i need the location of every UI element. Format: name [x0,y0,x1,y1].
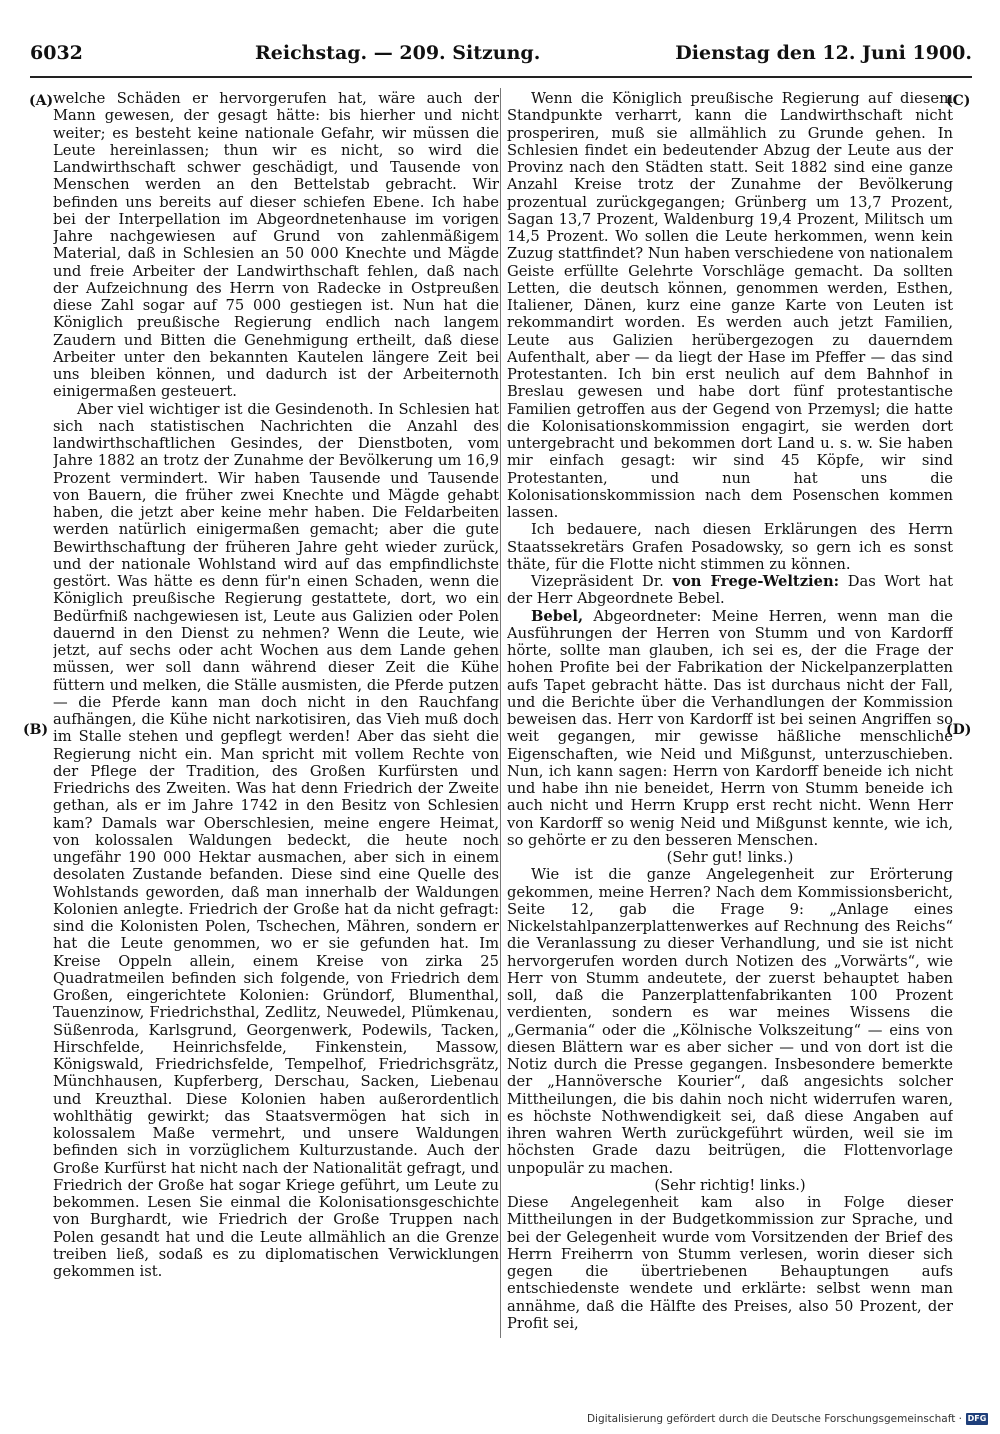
credit-text: Digitalisierung gefördert durch die Deutsche Forschungsgemeinschaft · [586,1413,962,1425]
speaker-name-bebel: Bebel, [531,607,584,625]
vicepresident-role: Vizepräsident Dr. [531,573,664,590]
right-paragraph-1: Wenn die Königlich preußische Regierung auf diesem Standpunkte verharrt, kann die Landwirthschaft nicht prosperiren, muß sie allmählich zu Grunde gehen. In Schlesien findet ein bedeutender Abzug der Leute aus der Provinz nach den Städten statt. Seit 1882 sind eine ganze Anzahl Kreise trotz der Zunahme der Bevölkerung prozentual zurückgegangen; Grünberg um 13,7 Prozent, Sagan 13,7 Prozent, Waldenburg 19,4 Prozent, Militsch um 14,5 Prozent. Wo sollen die Leute herkommen, wenn kein Zuzug stattfindet? Nun haben verschiedene von nationalem Geiste erfüllte Gelehrte Vorschläge gemacht. Da sollten Letten, die deutsch können, genommen werden, Esthen, Italiener, Dänen, kurz eine ganze Karte von Leuten ist rekommandirt worden. Es werden auch jetzt Familien, Leute aus Galizien herübergezogen zu dauerndem Aufenthalt, aber — da liegt der Hase im Pfeffer — das sind Protestanten. Ich bin erst neulich auf dem Bahnhof in Breslau gewesen und habe dort fünf protestantische Familien getroffen aus der Gegend von Przemysl; die hatte die Kolonisationskommission engagirt, sie werden dort untergebracht und bekommen dort Land u. s. w. Sie haben mir einfach gesagt: wir sind 45 Köpfe, wir sind Protestanten, und nun hat uns die Kolonisationskommission nach dem Posenschen kommen lassen. [507,90,953,521]
left-paragraph-1: welche Schäden er hervorgerufen hat, wäre auch der Mann gewesen, der gesagt hätte: bis hierher und nicht weiter; es besteht keine nationale Gefahr, wir müssen die Leute hereinlassen; thun wir es nicht, so wird die Landwirthschaft schwer geschädigt, und Tausende von Menschen werden an den Bettelstab gebracht. Wir befinden uns bereits auf dieser schiefen Ebene. Ich habe bei der Interpellation im Abgeordnetenhause im vorigen Jahre nachgewiesen auf Grund von zahlenmäßigem Material, daß in Schlesien an 50 000 Knechte und Mägde und freie Arbeiter der Landwirthschaft fehlen, daß nach der Aufzeichnung des Herrn von Radecke in Ostpreußen diese Zahl sogar auf 75 000 gestiegen ist. Nun hat die Königlich preußische Regierung endlich nach langem Zaudern und Bitten die Genehmigung ertheilt, daß diese Arbeiter unter den bekannten Kautelen längere Zeit bei uns bleiben können, und dadurch ist der Arbeiternoth einigermaßen gesteuert. [53,90,499,401]
margin-mark-b: (B) [23,722,49,738]
reaction-1: (Sehr gut! links.) [666,849,794,866]
page-header [30,40,972,78]
margin-mark-a: (A) [29,93,54,109]
session-date: Dienstag den 12. Juni 1900. [675,42,972,64]
right-paragraph-3: Wie ist die ganze Angelegenheit zur Erörterung gekommen, meine Herren? Nach dem Kommissionsbericht, Seite 12, gab die Frage 9: „Anlage eines Nickelstahlpanzerplattenwerkes auf Rechnung des Reichs“ die Veranlassung zu dieser Verhandlung, und sie ist nicht hervorgerufen worden durch Notizen des „Vorwärts“, wie Herr von Stumm andeutete, der zuerst behauptet haben soll, daß die Panzerplattenfabrikanten 100 Prozent verdienten, sondern es war meines Wissens die „Germania“ oder die „Kölnische Volkszeitung“ — eins von diesen Blättern war es aber sicher — und von dort ist die Notiz durch die Presse gegangen. Insbesondere bemerkte der „Hannöversche Kourier“, daß angesichts solcher Mittheilungen, die bis dahin noch nicht widerrufen waren, es höchste Nothwendigkeit sei, daß diese Angaben auf ihren wahren Werth zurückgeführt würden, weil sie im höchsten Grade dazu beitrügen, die Flottenvorlage unpopulär zu machen. [507,866,953,1177]
digitization-credit [587,1411,988,1427]
vicepresident-name: von Frege-Weltzien: [672,573,840,590]
vicepresident-statement [507,573,953,608]
bebel-text: Abgeordneter: Meine Herren, wenn man die Ausführungen der Herren von Stumm und von Kardorff hörte, sollte man glauben, ich sei es, der die Frage der hohen Profite bei der Fabrikation der Nickelpanzerplatten aufs Tapet gebracht hätte. Das ist durchaus nicht der Fall, und die Berichte über die Verhandlungen der Kommission beweisen das. Herr von Kardorff ist bei seinen Angriffen so weit gegangen, mir gewisse häßliche menschliche Eigenschaften, wie Neid und Mißgunst, unterzuschieben. Nun, ich kann sagen: Herrn von Kardorff beneide ich nicht und habe ihn nie beneidet, Herrn von Stumm beneide ich auch nicht und Herrn Krupp erst recht nicht. Wenn Herr von Kardorff so wenig Neid und Mißgunst kennte, wie ich, so gehörte er zu den besseren Menschen. [507,607,953,849]
page-number: 6032 [30,42,83,64]
right-paragraph-4: Diese Angelegenheit kam also in Folge dieser Mittheilungen in der Budgetkommission zur Sprache, und bei der Gelegenheit wurde vom Vorsitzenden der Brief des Herrn Freiherrn von Stumm verlesen, worin dieser sich gegen die übertriebenen Behauptungen aufs entschiedenste wendete und erklärte: selbst wenn man annähme, daß die Hälfte des Preises, also 50 Prozent, der Profit sei, [507,1194,953,1332]
margin-mark-d: (D) [946,722,972,738]
margin-mark-c: (C) [946,93,971,109]
left-column [53,90,499,1338]
left-paragraph-2: Aber viel wichtiger ist die Gesindenoth. In Schlesien hat sich nach statistischen Nachrichten die Anzahl des landwirthschaftlichen Gesindes, der Dienstboten, vom Jahre 1882 an trotz der Zunahme der Bevölkerung um 16,9 Prozent vermindert. Wir haben Tausende und Tausende von Bauern, die früher zwei Knechte und Mägde gehabt haben, die jetzt aber keine mehr haben. Die Feldarbeiten werden natürlich einigermaßen gemacht; aber die gute Bewirthschaftung der früheren Jahre geht wieder zurück, und der nationale Wohlstand wird auf das empfindlichste gestört. Was hätte es denn für'n einen Schaden, wenn die Königlich preußische Regierung gestattete, dort, wo ein Bedürfniß nachgewiesen ist, Leute aus Galizien oder Polen dauernd in den Dienst zu nehmen? Wenn die Leute, wie jetzt, auf sechs oder acht Wochen aus dem Lande gehen müssen, wer soll dann während dieser Zeit die Kühe füttern und melken, die Ställe ausmisten, die Pferde putzen — die Pferde kann man doch nicht in den Rauchfang aufhängen, die Kühe nicht narkotisiren, das Vieh muß doch im Stalle stehen und gepflegt werden! Aber das sieht die Regierung nicht ein. Man spricht mit vollem Rechte von der Pflege der Tradition, des Großen Kurfürsten und Friedrichs des Zweiten. Was hat denn Friedrich der Zweite gethan, als er im Jahre 1742 in den Besitz von Schlesien kam? Damals war Oberschlesien, meine engere Heimat, von kolossalen Waldungen bedeckt, die heute noch ungefähr 190 000 Hektar ausmachen, aber sich in einem desolaten Zustande befanden. Diese sind eine Quelle des Wohlstands geworden, daß man innerhalb der Waldungen Kolonien anlegte. Friedrich der Große hat da nicht gefragt: sind die Kolonisten Polen, Tschechen, Mähren, sondern er hat die Leute genommen, wo er sie gefunden hat. Im Kreise Oppeln allein, einem Kreise von zirka 25 Quadratmeilen befinden sich folgende, von Friedrich dem Großen, eingerichtete Kolonien: Gründorf, Blumenthal, Tauenzinow, Friedrichsthal, Zedlitz, Neuwedel, Plümkenau, Süßenroda, Karlsgrund, Georgenwerk, Podewils, Tacken, Hirschfelde, Heinrichsfelde, Finkenstein, Massow, Königswald, Friedrichsfelde, Tempelhof, Friedrichsgrätz, Münchhausen, Kupferberg, Derschau, Sacken, Liebenau und Kreuzthal. Diese Kolonien haben außerordentlich wohlthätig gewirkt; das Staatsvermögen hat sich in kolossalem Maße vermehrt, und unsere Waldungen befinden sich in vorzüglichem Kulturzustande. Auch der Große Kurfürst hat nicht nach der Nationalität gefragt, und Friedrich der Große hat sogar Kriege geführt, um Leute zu bekommen. Lesen Sie einmal die Kolonisationsgeschichte von Burghardt, wie Friedrich der Große Truppen nach Polen gesandt hat und die Leute allmählich an die Grenze treiben ließ, sodaß es zu diplomatischen Verwicklungen gekommen ist. [53,400,499,1280]
session-title: Reichstag. — 209. Sitzung. [255,42,541,64]
right-paragraph-2: Ich bedauere, nach diesen Erklärungen des Herrn Staatssekretärs Grafen Posadowsky, so gern ich es sonst thäte, für die Flotte nicht stimmen zu können. [507,521,953,573]
reaction-2: (Sehr richtig! links.) [654,1176,806,1194]
right-column [507,90,953,1338]
vicepresident-text: Das Wort hat der Herr Abgeordnete Bebel. [507,573,953,608]
dfg-logo: DFG [967,1414,987,1423]
bebel-speech [507,608,953,850]
column-divider [500,88,501,1338]
